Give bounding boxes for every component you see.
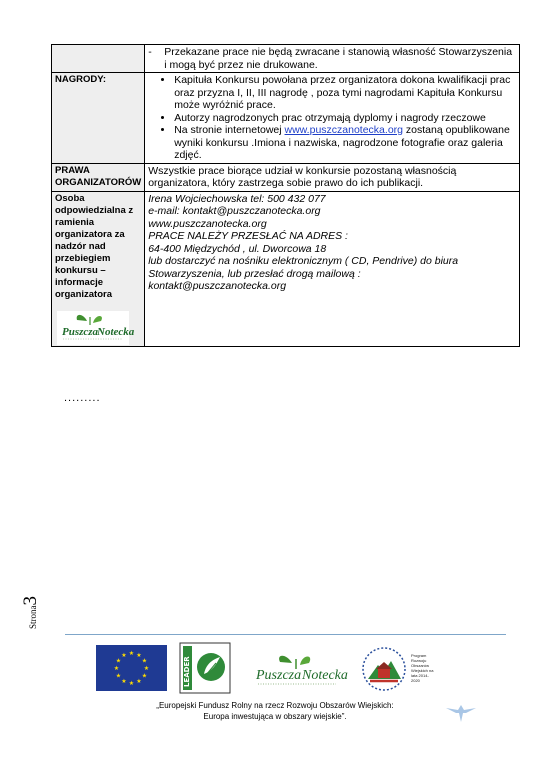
dash-marker: - — [148, 46, 152, 58]
table-row — [52, 45, 520, 73]
leader-logo-icon — [180, 643, 230, 693]
row-label-contact — [52, 191, 145, 346]
svg-text:★: ★ — [115, 657, 122, 665]
row-label-organizer-rights: PRAWA ORGANIZATORÓW — [52, 163, 145, 191]
footer-line-1: „Europejski Fundusz Rolny na rzecz Rozwoju Obszarów Wiejskich: — [156, 701, 394, 710]
bird-watermark-icon — [444, 702, 478, 724]
list-item: • Autorzy nagrodzonych prac otrzymają dyplomy i nagrody rzeczowe — [174, 112, 516, 125]
works-ownership-text: Przekazane prace nie będą zwracane i stanowią własność Stowarzyszenia i mogą być przez nie drukowane. — [164, 46, 513, 71]
contact-email-2[interactable]: kontakt@puszczanotecka.org — [148, 280, 287, 292]
svg-text:Puszcza: Puszcza — [62, 325, 99, 338]
text-segment: zostaną opublikowane wyniki konkursu .Imiona i nazwiska, nagrodzone fotografie oraz galeria zdjęć. — [174, 124, 510, 161]
contact-label-text: Osoba odpowiedzialna z ramienia organizatora za nadzór nad przebiegiem konkursu – informacje organizatora — [55, 192, 134, 300]
organizer-rights-text: Wszystkie prace biorące udział w konkursie pozostaną własnością organizatora, który zastrzega sobie prawo do ich publikacji. — [145, 163, 520, 191]
svg-text:★: ★ — [128, 680, 135, 687]
footer-caption — [140, 700, 410, 722]
svg-text:★: ★ — [141, 657, 148, 665]
contest-rules-table — [51, 44, 520, 347]
dash-list-item — [148, 46, 516, 71]
table-row — [52, 191, 520, 346]
svg-text:★: ★ — [115, 672, 122, 680]
footer-logos — [0, 643, 543, 695]
footer-line-2: Europa inwestująca w obszary wiejskie”. — [203, 712, 347, 721]
list-item — [174, 124, 516, 162]
delivery-options: lub dostarczyć na nośniku elektronicznym ( CD, Pendrive) do biura Stowarzyszenia, lub przesłać drogą mailową : — [148, 255, 459, 280]
svg-text:★: ★ — [128, 650, 135, 657]
list-item: • Kapituła Konkursu powołana przez organizatora dokona kwalifikacji prac oraz przyzna I, II, III nagrodę , poza tymi nagrodami Kapituła Konkursu może wyróżnić prace. — [174, 74, 516, 112]
footer-divider — [65, 634, 506, 635]
text-segment: Na stronie internetowej — [174, 124, 285, 136]
postal-address: 64-400 Międzychód , ul. Dworcowa 18 — [148, 242, 327, 255]
svg-text:★: ★ — [121, 678, 127, 685]
leader-text: LEADER — [183, 656, 191, 687]
svg-text:★: ★ — [141, 672, 148, 680]
svg-text:★: ★ — [113, 665, 120, 672]
table-row — [52, 163, 520, 191]
svg-text:★: ★ — [143, 665, 150, 672]
svg-text:Puszcza: Puszcza — [256, 668, 302, 683]
prow-caption: Program Rozwoju Obszarów Wiejskich na lata 2014-2020 — [411, 653, 434, 683]
row-label-prizes: NAGRODY: — [52, 73, 145, 164]
row-value — [145, 45, 520, 73]
contact-person: Irena Wojciechowska tel: 500 432 077 — [148, 192, 326, 205]
ellipsis-dots: ......... — [64, 392, 101, 404]
svg-text:★: ★ — [136, 652, 142, 659]
row-value — [145, 73, 520, 164]
contact-email[interactable]: e-mail: kontakt@puszczanotecka.org — [148, 205, 321, 217]
puszcza-notecka-logo — [57, 311, 135, 345]
send-address-heading: PRACE NALEŻY PRZESŁAĆ NA ADRES : — [148, 230, 348, 242]
prow-logo-icon — [358, 645, 410, 693]
table-row — [52, 73, 520, 164]
puszcza-notecka-footer-logo — [254, 651, 348, 689]
page-label: Strona — [28, 605, 38, 629]
contact-website[interactable]: www.puszczanotecka.org — [148, 217, 267, 230]
svg-text:★: ★ — [136, 678, 142, 685]
page-number-label — [20, 583, 40, 629]
svg-text:Notecka: Notecka — [302, 668, 348, 683]
row-label-empty — [52, 45, 145, 73]
website-link[interactable]: www.puszczanotecka.org — [284, 124, 403, 136]
eu-flag-icon — [96, 645, 167, 691]
svg-text:Notecka: Notecka — [97, 325, 135, 338]
svg-text:★: ★ — [121, 652, 127, 659]
prizes-list — [148, 74, 516, 162]
contact-details — [145, 191, 520, 346]
page-number: 3 — [20, 596, 41, 606]
